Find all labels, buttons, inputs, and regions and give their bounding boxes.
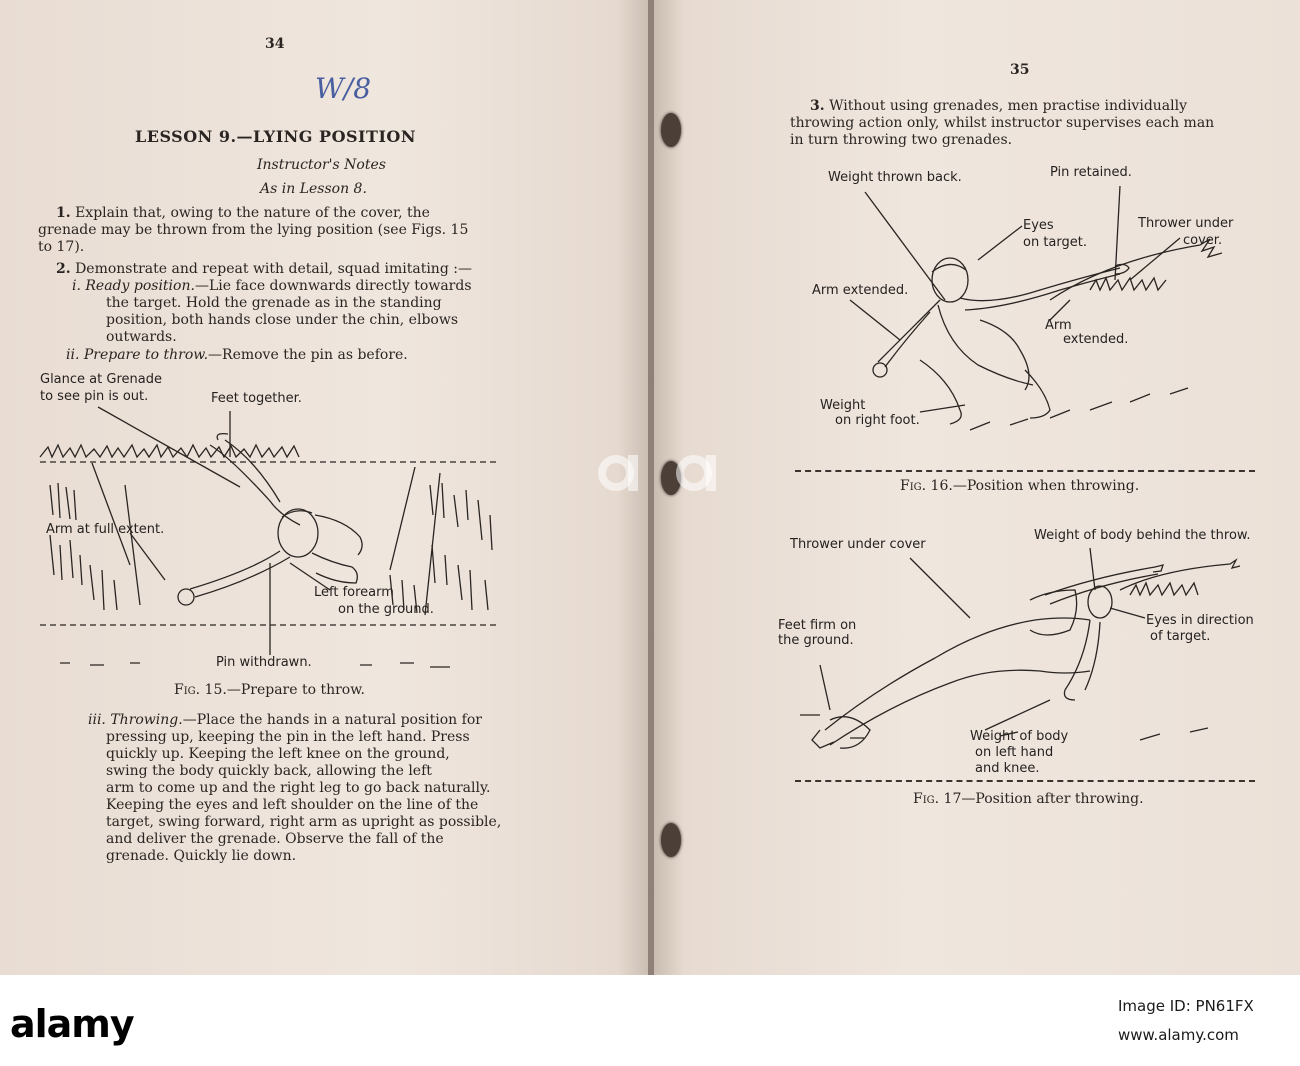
fig16-label-eyes2: on target. bbox=[1023, 235, 1087, 250]
fig17-label-eyes: Eyes in direction bbox=[1146, 613, 1254, 628]
stock-banner bbox=[0, 975, 1300, 1066]
fig16-label-weight-back: Weight thrown back. bbox=[828, 170, 962, 185]
paragraph-3 bbox=[810, 98, 1260, 115]
lesson-title: LESSON 9.—LYING POSITION bbox=[135, 127, 416, 146]
para1-number: 1. bbox=[56, 205, 71, 221]
as-in-lesson-8: As in Lesson 8. bbox=[260, 181, 367, 197]
fig16-label-arm2: extended. bbox=[1063, 332, 1129, 347]
item-iii-label: iii. Throwing. bbox=[88, 712, 183, 728]
fig15-label-pin: Pin withdrawn. bbox=[216, 655, 312, 670]
fig15-label-forearm: Left forearm bbox=[314, 585, 394, 600]
fig16-label-arm: Arm bbox=[1045, 318, 1072, 333]
fig17-ground-line bbox=[795, 780, 1255, 782]
fig17-label-weight-lh3: and knee. bbox=[975, 761, 1040, 776]
binding-hole-bottom bbox=[661, 823, 681, 857]
fig15-label-forearm2: on the ground. bbox=[338, 602, 434, 617]
fig15-caption-text: —Prepare to throw. bbox=[226, 682, 366, 698]
binding-hole-top bbox=[661, 113, 681, 147]
item-i-line1 bbox=[72, 278, 512, 295]
fig17-label-weight-lh2: on left hand bbox=[975, 745, 1054, 760]
item-ii-text: —Remove the pin as before. bbox=[208, 347, 408, 363]
item-i-label: i. Ready position. bbox=[72, 278, 195, 294]
instructor-notes-heading: Instructor's Notes bbox=[257, 157, 386, 173]
fig16-ground-line bbox=[795, 470, 1255, 472]
item-iii-line8: and deliver the grenade. Observe the fall of the bbox=[106, 831, 444, 847]
fig15-label-arm: Arm at full extent. bbox=[46, 522, 165, 537]
fig15-label-feet: Feet together. bbox=[211, 391, 302, 406]
site-url-link[interactable]: www.alamy.com bbox=[1118, 1026, 1239, 1044]
page-number-right: 35 bbox=[1010, 62, 1030, 78]
alamy-logo[interactable]: alamy bbox=[10, 1002, 134, 1046]
item-iii-line9: grenade. Quickly lie down. bbox=[106, 848, 297, 864]
para3-line3: in turn throwing two grenades. bbox=[790, 132, 1013, 148]
item-ii-line bbox=[66, 347, 408, 364]
para3-line1: Without using grenades, men practise individually bbox=[829, 98, 1188, 114]
handwritten-note: W/8 bbox=[315, 72, 372, 105]
fig15-caption-fig: Fig. 15. bbox=[174, 682, 227, 698]
page-number-left: 34 bbox=[265, 36, 285, 52]
para3-number: 3. bbox=[810, 98, 825, 114]
fig16-illustration bbox=[790, 180, 1260, 470]
item-ii-label: ii. Prepare to throw. bbox=[66, 347, 209, 363]
fig17-caption-text: —Position after throwing. bbox=[961, 791, 1144, 807]
item-i-line2: the target. Hold the grenade as in the standing bbox=[106, 295, 442, 311]
fig15-caption bbox=[174, 682, 365, 698]
item-iii-line6: Keeping the eyes and left shoulder on the line of the bbox=[106, 797, 479, 813]
paragraph-2 bbox=[56, 261, 511, 278]
item-iii-line2: pressing up, keeping the pin in the left hand. Press bbox=[106, 729, 470, 745]
fig16-label-eyes: Eyes bbox=[1023, 218, 1054, 233]
fig17-caption bbox=[913, 791, 1144, 807]
para3-line2: throwing action only, whilst instructor supervises each man bbox=[790, 115, 1215, 131]
image-id-label: Image ID: PN61FX bbox=[1118, 997, 1254, 1015]
item-iii-line1 bbox=[88, 712, 513, 729]
fig16-label-thrower: Thrower under bbox=[1138, 216, 1234, 231]
item-iii-line7: target, swing forward, right arm as upright as possible, bbox=[106, 814, 502, 830]
watermark-bar-left bbox=[628, 455, 638, 491]
fig17-label-weight-lh: Weight of body bbox=[970, 729, 1069, 744]
fig16-caption bbox=[900, 478, 1139, 494]
paragraph-1 bbox=[56, 205, 511, 222]
item-iii-line4: swing the body quickly back, allowing the left bbox=[106, 763, 432, 779]
item-i-text: —Lie face downwards directly towards bbox=[194, 278, 472, 294]
fig16-caption-fig: Fig. 16. bbox=[900, 478, 953, 494]
fig16-label-weight2: on right foot. bbox=[835, 413, 920, 428]
book-gutter bbox=[648, 0, 654, 975]
fig16-caption-text: —Position when throwing. bbox=[952, 478, 1140, 494]
para2-number: 2. bbox=[56, 261, 71, 277]
para1-line3: to 17). bbox=[38, 239, 85, 255]
fig17-label-weight-body: Weight of body behind the throw. bbox=[1034, 528, 1251, 543]
item-iii-text-0: —Place the hands in a natural position for bbox=[182, 712, 482, 728]
para2-line1: Demonstrate and repeat with detail, squad imitating :— bbox=[75, 261, 472, 277]
item-iii-line5: arm to come up and the right leg to go back naturally. bbox=[106, 780, 491, 796]
fig15-illustration bbox=[30, 405, 510, 685]
fig17-label-feet: Feet firm on bbox=[778, 618, 857, 633]
item-i-line3: position, both hands close under the chin, elbows bbox=[106, 312, 459, 328]
fig17-label-eyes2: of target. bbox=[1150, 629, 1211, 644]
fig16-label-weight: Weight bbox=[820, 398, 866, 413]
fig17-label-thrower: Thrower under cover bbox=[790, 537, 926, 552]
fig16-label-arm-extended: Arm extended. bbox=[812, 283, 909, 298]
watermark-bar-right bbox=[706, 455, 716, 491]
fig15-label-glance: Glance at Grenade bbox=[40, 372, 162, 387]
item-iii-line3: quickly up. Keeping the left knee on the ground, bbox=[106, 746, 450, 762]
para1-line1: Explain that, owing to the nature of the cover, the bbox=[75, 205, 430, 221]
fig17-caption-fig: Fig. 17 bbox=[913, 791, 962, 807]
para1-line2: grenade may be thrown from the lying position (see Figs. 15 bbox=[38, 222, 469, 238]
fig17-illustration bbox=[790, 540, 1260, 780]
item-i-line4: outwards. bbox=[106, 329, 177, 345]
fig17-label-feet2: the ground. bbox=[778, 633, 854, 648]
fig16-label-pin-retained: Pin retained. bbox=[1050, 165, 1132, 180]
fig16-label-thrower2: cover. bbox=[1183, 233, 1223, 248]
fig15-label-glance2: to see pin is out. bbox=[40, 389, 149, 404]
